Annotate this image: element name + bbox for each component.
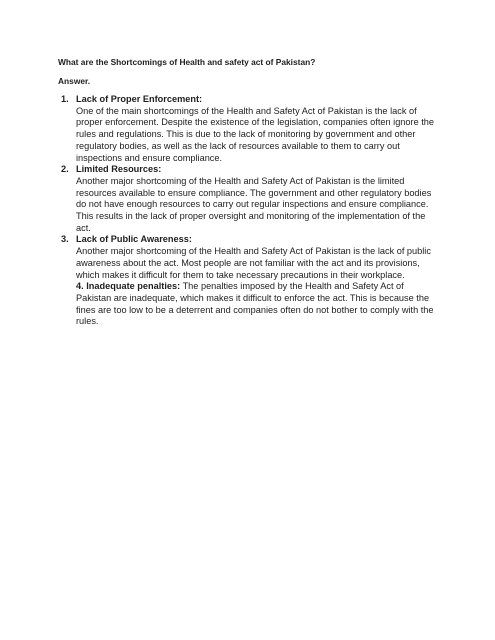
- item-text: The penalties imposed by the Health and Safety Act of Pakistan are inadequate, which makes it difficult to enforce the act. This is because the fines are too low to be a deterrent and companies often do not bother to comply with the rules.: [76, 281, 434, 327]
- item-heading: Lack of Proper Enforcement:: [76, 94, 203, 104]
- answer-label: Answer.: [58, 76, 91, 86]
- item-text: One of the main shortcomings of the Health and Safety Act of Pakistan is the lack of proper enforcement. Despite the existence of the legislation, companies often ignore the rules and regulations. This is due to the lack of monitoring by government and other regulatory bodies, as well as the lack of resources available to them to carry out inspections and ensure compliance.: [76, 105, 435, 163]
- list-item: [58, 164, 438, 234]
- list-item: [58, 234, 438, 328]
- item-heading: Lack of Public Awareness:: [76, 234, 192, 245]
- item-number: 1.: [61, 94, 69, 104]
- item-number: 2.: [61, 164, 69, 175]
- item-number: 3.: [61, 234, 69, 245]
- item-text: Another major shortcoming of the Health and Safety Act of Pakistan is the limited resources available to ensure compliance. The government and other regulatory bodies do not have enough resources to carry out regular inspections and ensure compliance. This results in the lack of proper oversight and monitoring of the implementation of the act.: [76, 175, 432, 233]
- list-item: [58, 94, 438, 164]
- inline-list-item: [76, 281, 438, 328]
- question-heading: What are the Shortcomings of Health and safety act of Pakistan?: [58, 57, 316, 67]
- shortcomings-list: [58, 94, 438, 328]
- item-number: 4.: [76, 281, 84, 292]
- item-text: Another major shortcoming of the Health and Safety Act of Pakistan is the lack of public awareness about the act. Most people are not familiar with the act and its provisions, which makes it difficult for them to take necessary precautions in their workplace.: [76, 246, 431, 280]
- item-heading: Limited Resources:: [76, 164, 162, 175]
- item-heading: Inadequate penalties:: [86, 281, 181, 292]
